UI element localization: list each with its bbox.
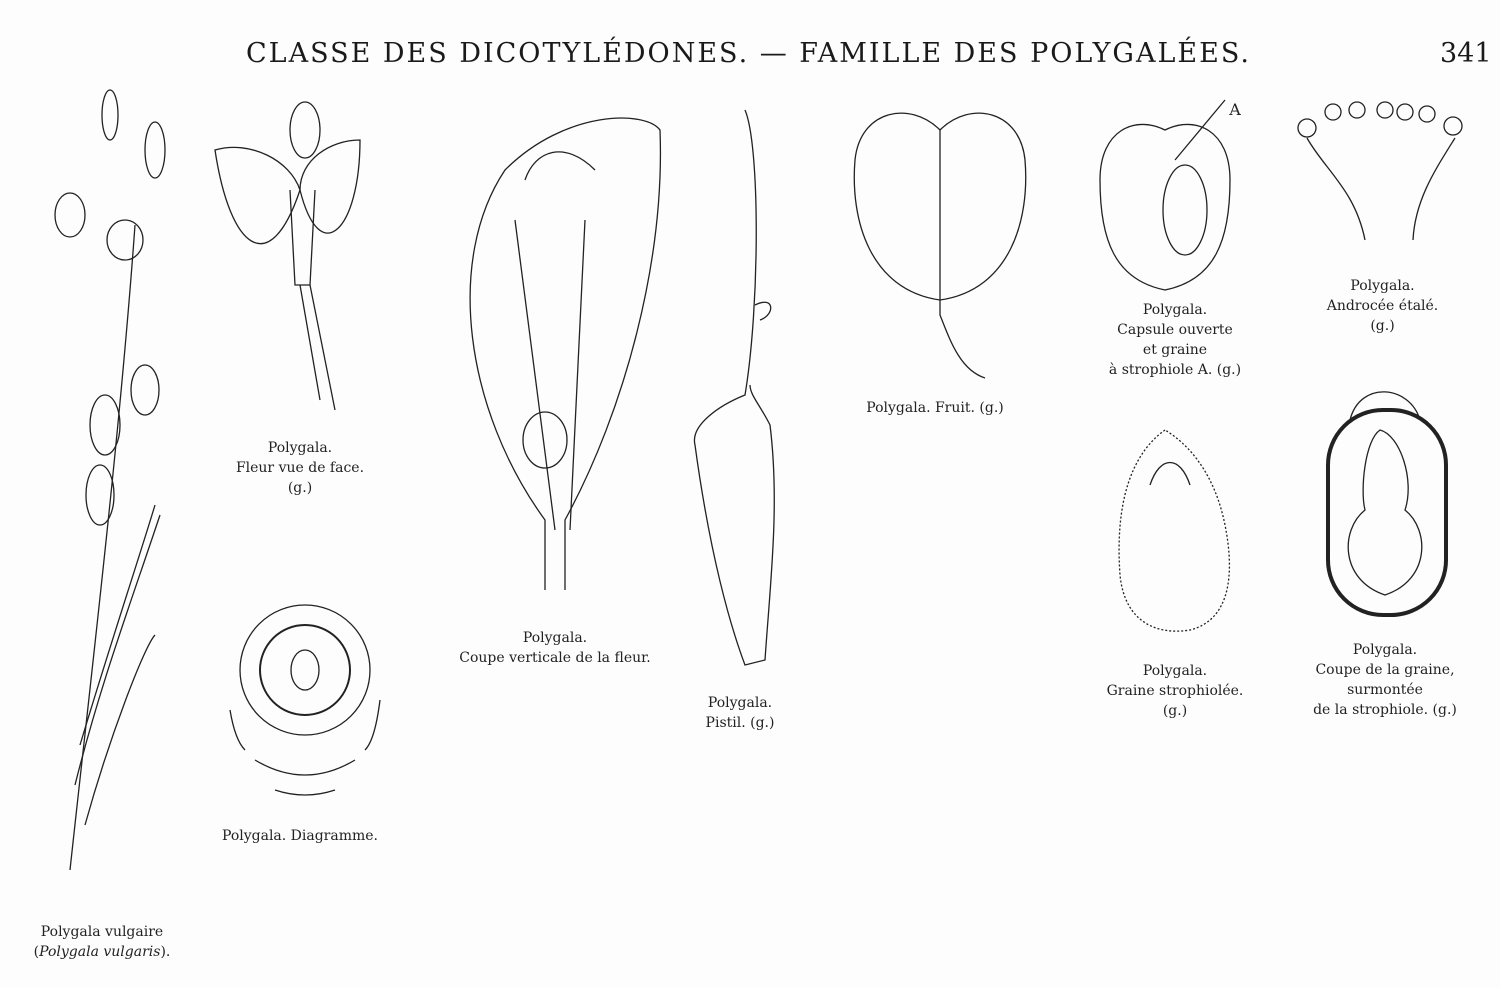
plant-illustration bbox=[40, 85, 180, 875]
caption-line bbox=[22, 942, 182, 962]
caption-line: (g.) bbox=[1162, 703, 1188, 719]
caption-line: (g.) bbox=[1370, 318, 1395, 334]
caption-line: Graine strophiolée. bbox=[1106, 683, 1244, 699]
caption-capsule bbox=[1080, 300, 1270, 380]
caption-fruit bbox=[835, 398, 1035, 418]
caption-line: Polygala. bbox=[522, 630, 588, 646]
caption-text: ( bbox=[33, 944, 40, 960]
caption-line: Polygala. bbox=[1142, 663, 1208, 679]
page-header-title: CLASSE DES DICOTYLÉDONES. — FAMILLE DES POLYGALÉES. bbox=[246, 38, 1251, 69]
caption-line: Polygala. bbox=[1352, 642, 1418, 658]
caption-line: Polygala. bbox=[267, 440, 333, 456]
caption-line: Polygala. bbox=[1142, 302, 1208, 318]
caption-line: et graine bbox=[1142, 342, 1208, 358]
caption-line: (g.) bbox=[287, 480, 313, 496]
caption-line: Polygala. bbox=[1350, 278, 1415, 294]
caption-androcee bbox=[1295, 276, 1470, 336]
vertical-section-illustration bbox=[445, 110, 665, 600]
caption-coupe bbox=[440, 628, 670, 668]
caption-line: à strophiole A. (g.) bbox=[1108, 362, 1242, 378]
floral-diagram-illustration bbox=[225, 560, 395, 810]
caption-line: Polygala. Fruit. (g.) bbox=[866, 400, 1004, 416]
caption-line: Capsule ouverte bbox=[1117, 322, 1233, 338]
seed-section-illustration bbox=[1320, 380, 1455, 620]
caption-line: Polygala vulgaire bbox=[40, 924, 164, 940]
caption-line: Coupe de la graine, bbox=[1315, 662, 1455, 678]
androecium-illustration bbox=[1295, 100, 1470, 245]
caption-species: Polygala vulgaris bbox=[39, 944, 161, 960]
fruit-illustration bbox=[850, 100, 1030, 385]
caption-line: Polygala. Diagramme. bbox=[221, 828, 379, 844]
pistil-illustration bbox=[690, 105, 790, 670]
caption-line: Coupe verticale de la fleur. bbox=[459, 650, 651, 666]
capsule-illustration bbox=[1095, 100, 1255, 290]
caption-pistil bbox=[670, 693, 810, 733]
caption-line: Androcée étalé. bbox=[1326, 298, 1439, 314]
label-a: A bbox=[1229, 100, 1241, 119]
caption-fleur bbox=[220, 438, 380, 498]
caption-line: surmontée bbox=[1347, 682, 1423, 698]
caption-plant bbox=[22, 922, 182, 962]
caption-line: Pistil. (g.) bbox=[705, 715, 775, 731]
caption-line: Polygala. bbox=[707, 695, 773, 711]
flower-front-illustration bbox=[210, 100, 370, 415]
seed-illustration bbox=[1110, 425, 1240, 640]
caption-line: Fleur vue de face. bbox=[235, 460, 365, 476]
caption-graine bbox=[1080, 661, 1270, 721]
caption-diagramme bbox=[200, 826, 400, 846]
page-number: 341 bbox=[1440, 38, 1492, 69]
caption-line: de la strophiole. (g.) bbox=[1313, 702, 1457, 718]
caption-text: ). bbox=[160, 944, 171, 960]
caption-coupe-graine bbox=[1295, 640, 1475, 720]
